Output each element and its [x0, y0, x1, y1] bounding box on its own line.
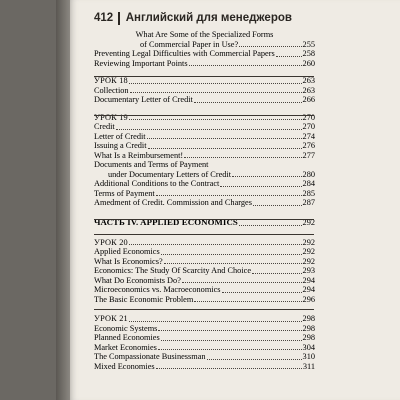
toc-entry-text: Applied Economics [94, 247, 160, 256]
lesson-heading-text: УРОК 21 [94, 314, 128, 323]
toc-page-number: 292 [302, 256, 315, 266]
toc-entry [94, 285, 315, 295]
toc-page-number: 292 [302, 218, 315, 227]
leader-dots [220, 180, 301, 187]
toc-page-number: 276 [302, 141, 315, 150]
section-gap [94, 228, 315, 238]
toc-page-number: 298 [302, 333, 315, 342]
leader-dots [130, 86, 302, 93]
toc-entry [94, 362, 315, 372]
toc-entry-text: Reviewing Important Points [94, 58, 188, 68]
toc-entry-text: The Basic Economic Problem [94, 294, 194, 304]
leader-dots [194, 96, 302, 103]
toc-page-number: 270 [302, 122, 315, 131]
toc-entry-text: Mixed Economies [94, 361, 155, 371]
toc-entry-text: Market Economies [94, 342, 157, 352]
toc-entry [94, 247, 315, 257]
toc-page-number: 298 [302, 314, 315, 323]
lesson-heading [94, 314, 315, 324]
toc-entry-text: Issuing a Credit [94, 141, 147, 150]
table-of-contents [94, 30, 315, 371]
toc-entry-text: What Is Economics? [94, 256, 163, 266]
section-divider [94, 309, 314, 310]
section-gap [94, 208, 315, 218]
toc-entry [94, 40, 315, 50]
toc-entry-text: Documents and Terms of Payment [94, 160, 209, 169]
toc-entry-text: Amedment of Credit. Commission and Charges [94, 198, 252, 207]
toc-page-number: 285 [302, 188, 315, 198]
lesson-heading-text: УРОК 19 [94, 112, 128, 122]
section-divider [94, 219, 314, 220]
toc-entry [94, 151, 315, 161]
leader-dots [156, 189, 302, 196]
leader-dots [276, 50, 302, 57]
toc-page-number: 263 [302, 85, 315, 95]
toc-entry-text: What Do Economists Do? [94, 275, 181, 285]
leader-dots [161, 334, 302, 341]
section-divider [94, 234, 314, 235]
toc-entry [94, 198, 315, 208]
toc-entry [94, 257, 315, 267]
leader-dots [129, 77, 302, 84]
toc-page-number: 293 [302, 266, 315, 275]
toc-page-number: 263 [302, 76, 315, 85]
toc-entry [94, 324, 315, 334]
leader-dots [158, 324, 301, 331]
toc-entry-text: Economic Systems [94, 323, 158, 333]
section-gap [94, 105, 315, 113]
leader-dots [161, 248, 302, 255]
toc-page-number: 298 [302, 323, 315, 333]
toc-page-number: 304 [302, 342, 315, 352]
toc-page-number: 310 [302, 352, 315, 361]
toc-entry-text: under Documentary Letters of Credit [108, 169, 232, 179]
toc-entry-text: What Is a Reimbursement! [94, 150, 184, 160]
section-divider [94, 115, 314, 116]
leader-dots [253, 199, 302, 206]
leader-dots [116, 123, 302, 130]
leader-dots [207, 353, 302, 360]
leader-dots [232, 170, 302, 177]
lesson-heading-text: УРОК 20 [94, 237, 128, 247]
section-divider [94, 76, 314, 77]
toc-entry [94, 122, 315, 132]
toc-entry-text: Preventing Legal Difficulties with Commercial Papers [94, 49, 275, 58]
toc-entry [94, 95, 315, 105]
toc-entry [94, 170, 315, 180]
lesson-heading [94, 76, 315, 86]
toc-entry [94, 266, 315, 276]
page-gutter-shadow [56, 0, 70, 400]
toc-entry [94, 343, 315, 353]
toc-entry [94, 333, 315, 343]
part-heading-text: ЧАСТЬ IV. APPLIED ECONOMICS [94, 217, 238, 227]
toc-entry [94, 352, 315, 362]
toc-page-number: 284 [302, 179, 315, 188]
toc-page-number: 255 [302, 39, 315, 49]
toc-entry-text: Additional Conditions to the Contract [94, 179, 220, 188]
leader-dots [156, 362, 302, 369]
leader-dots [129, 315, 302, 322]
toc-page-number: 294 [302, 275, 315, 285]
lesson-heading [94, 238, 315, 248]
toc-entry-line: What Are Some of the Specialized Forms [135, 30, 274, 39]
toc-entry-text: The Compassionate Businessman [94, 352, 206, 361]
leader-dots [147, 132, 302, 139]
toc-entry-line [94, 160, 315, 170]
toc-entry [94, 141, 315, 151]
toc-page-number: 280 [302, 169, 315, 179]
toc-entry-text: Letter of Credit [94, 131, 146, 141]
leader-dots [129, 238, 302, 245]
page-number: 412 [94, 12, 114, 24]
toc-entry [94, 132, 315, 142]
toc-page-number: 311 [302, 361, 315, 371]
leader-dots [222, 286, 302, 293]
section-gap [94, 68, 315, 76]
toc-page-number: 292 [302, 247, 315, 256]
toc-page-number: 260 [302, 58, 315, 68]
toc-entry-text: Planned Economies [94, 333, 160, 342]
toc-entry-text: Credit [94, 122, 115, 131]
toc-entry-text: Economics: The Study Of Scarcity And Choice [94, 266, 252, 275]
leader-dots [239, 40, 301, 47]
toc-entry [94, 295, 315, 305]
leader-dots [158, 343, 302, 350]
leader-dots [252, 267, 302, 274]
toc-page-number: 294 [302, 285, 315, 294]
header-separator [118, 12, 120, 25]
leader-dots [184, 151, 301, 158]
leader-dots [164, 257, 302, 264]
leader-dots [189, 59, 302, 66]
lesson-heading [94, 113, 315, 123]
toc-entry [94, 276, 315, 286]
leader-dots [194, 295, 301, 302]
toc-page-number: 274 [302, 131, 315, 141]
toc-entry-text: Collection [94, 85, 129, 95]
leader-dots [182, 276, 302, 283]
toc-entry [94, 86, 315, 96]
toc-page-number: 266 [302, 95, 315, 104]
toc-page-number: 292 [302, 237, 315, 247]
toc-entry-text: Terms of Payment [94, 188, 155, 198]
toc-entry [94, 49, 315, 59]
book-title: Английский для менеджеров [125, 12, 292, 24]
toc-entry-text: of Commercial Paper in Use? [140, 39, 239, 49]
toc-page-number: 287 [302, 198, 315, 207]
leader-dots [148, 142, 302, 149]
toc-entry [94, 179, 315, 189]
running-header [94, 10, 334, 26]
toc-entry [94, 59, 315, 69]
toc-entry-text: Microeconomics vs. Macroeconomics [94, 285, 221, 294]
lesson-heading-text: УРОК 18 [94, 76, 128, 85]
toc-entry [94, 189, 315, 199]
toc-page-number: 296 [302, 294, 315, 304]
toc-page-number: 277 [302, 150, 315, 160]
toc-page-number: 270 [302, 112, 315, 122]
toc-entry-text: Documentary Letter of Credit [94, 95, 193, 104]
toc-page-number: 258 [302, 49, 315, 58]
